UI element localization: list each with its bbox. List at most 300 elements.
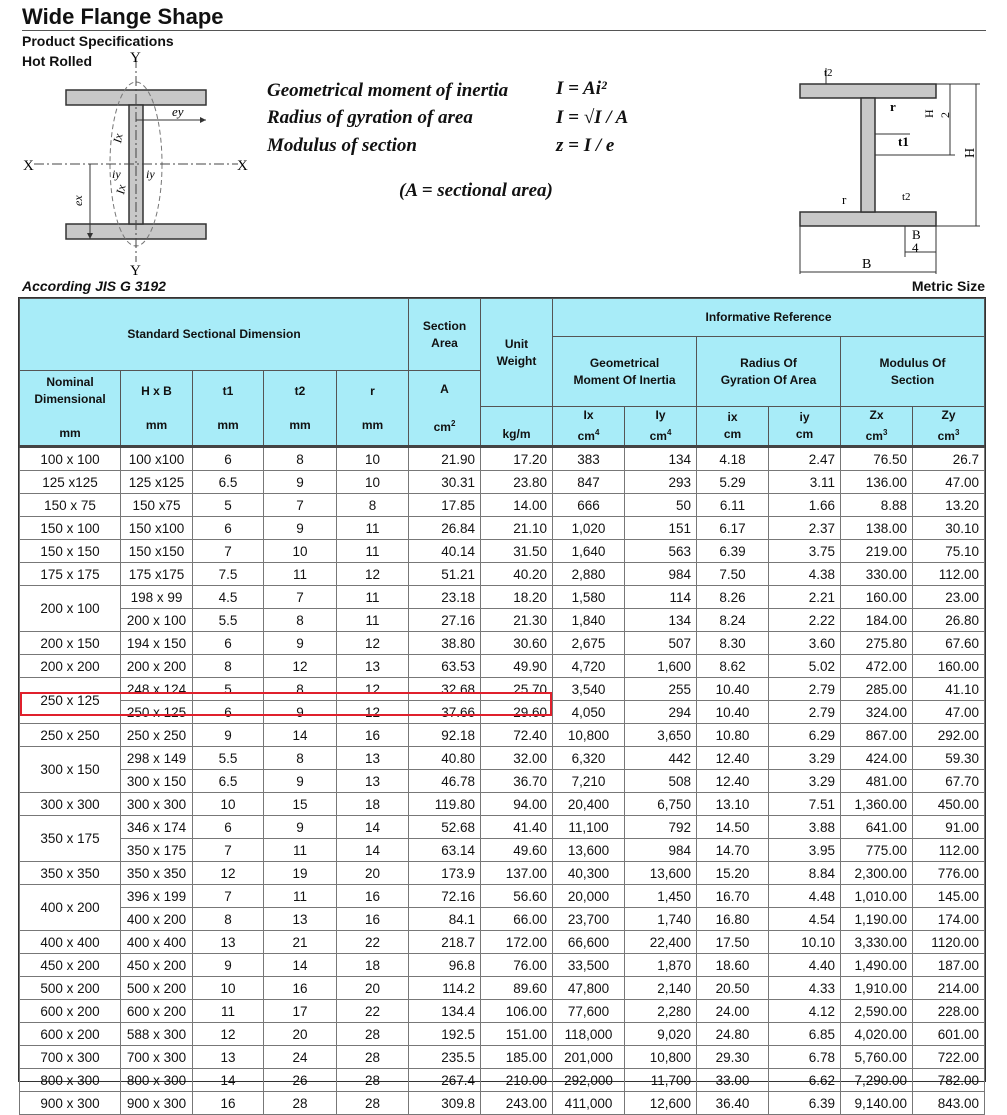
cell-iy: 22,400: [625, 931, 697, 954]
cell-a: 119.80: [409, 793, 481, 816]
cell-iy: 6.85: [769, 1023, 841, 1046]
cell-iy: 984: [625, 563, 697, 586]
cell-iy: 3.60: [769, 632, 841, 655]
table-row: [20, 471, 985, 494]
header-a: A $cm^2$: [409, 371, 481, 447]
cell-w: 151.00: [481, 1023, 553, 1046]
header-t1: t1 mm: [193, 371, 264, 447]
cell-ix: 36.40: [697, 1092, 769, 1115]
cell-t1: 5: [193, 678, 264, 701]
cell-hxb: 588 x 300: [121, 1023, 193, 1046]
cell-zy: 30.10: [913, 517, 985, 540]
cell-iy: 2,140: [625, 977, 697, 1000]
cell-ix: 8.24: [697, 609, 769, 632]
cell-zx: 324.00: [841, 701, 913, 724]
header-geometrical-moment: Geometrical Moment Of Inertia: [553, 337, 697, 407]
h-half-bottom: 2: [938, 112, 952, 118]
cell-hxb: 400 x 400: [121, 931, 193, 954]
cell-hxb: 396 x 199: [121, 885, 193, 908]
cell-t1: 10: [193, 977, 264, 1000]
cell-zy: 26.80: [913, 609, 985, 632]
t1-label: t1: [898, 134, 909, 149]
cell-iy: 6,750: [625, 793, 697, 816]
header-r: r mm: [337, 371, 409, 447]
specifications-table: [19, 298, 985, 1115]
cell-zy: 722.00: [913, 1046, 985, 1069]
cell-ix: 383: [553, 447, 625, 471]
cell-ix: 11,100: [553, 816, 625, 839]
cell-r: 10: [337, 471, 409, 494]
cell-iy: 294: [625, 701, 697, 724]
cell-hxb: 150 x150: [121, 540, 193, 563]
cell-zx: 5,760.00: [841, 1046, 913, 1069]
cell-t2: 8: [264, 747, 337, 770]
cell-ix: 13,600: [553, 839, 625, 862]
cell-hxb: 200 x 200: [121, 655, 193, 678]
cell-t1: 4.5: [193, 586, 264, 609]
cell-zx: 424.00: [841, 747, 913, 770]
cell-hxb: 600 x 200: [121, 1000, 193, 1023]
cell-zx: 330.00: [841, 563, 913, 586]
cell-zx: 4,020.00: [841, 1023, 913, 1046]
cell-t1: 7: [193, 540, 264, 563]
cell-iy: 3.29: [769, 747, 841, 770]
table-row: [20, 954, 985, 977]
cell-ix: 118,000: [553, 1023, 625, 1046]
cell-t1: 6: [193, 517, 264, 540]
cell-iy: 10.10: [769, 931, 841, 954]
cell-w: 185.00: [481, 1046, 553, 1069]
cell-iy: 1,600: [625, 655, 697, 678]
cell-zy: 13.20: [913, 494, 985, 517]
cell-nominal: 200 x 150: [20, 632, 121, 655]
cell-ix: 14.50: [697, 816, 769, 839]
table-row: [20, 862, 985, 885]
cell-iy: 9,020: [625, 1023, 697, 1046]
header-standard-dimension: Standard Sectional Dimension: [20, 299, 409, 371]
cell-r: 16: [337, 885, 409, 908]
ex-label: ex: [71, 195, 85, 206]
cell-r: 16: [337, 908, 409, 931]
cell-a: 52.68: [409, 816, 481, 839]
cell-r: 11: [337, 517, 409, 540]
cell-hxb: 450 x 200: [121, 954, 193, 977]
cell-w: 17.20: [481, 447, 553, 471]
cell-t1: 5.5: [193, 747, 264, 770]
cell-r: 12: [337, 563, 409, 586]
cell-t1: 6.5: [193, 770, 264, 793]
cell-ix: 12.40: [697, 747, 769, 770]
cell-w: 32.00: [481, 747, 553, 770]
cell-ix: 201,000: [553, 1046, 625, 1069]
cell-r: 13: [337, 655, 409, 678]
cell-w: 66.00: [481, 908, 553, 931]
cell-zy: 843.00: [913, 1092, 985, 1115]
cell-nominal: 900 x 300: [20, 1092, 121, 1115]
cell-ix: 12.40: [697, 770, 769, 793]
cell-zx: 1,490.00: [841, 954, 913, 977]
cell-t2: 24: [264, 1046, 337, 1069]
cell-a: 46.78: [409, 770, 481, 793]
header-zx: Zx $cm^3$: [841, 407, 913, 447]
cell-t2: 7: [264, 494, 337, 517]
cell-hxb: 198 x 99: [121, 586, 193, 609]
cell-w: 106.00: [481, 1000, 553, 1023]
cell-r: 18: [337, 793, 409, 816]
cell-ix: 10,800: [553, 724, 625, 747]
cell-ix: 47,800: [553, 977, 625, 1000]
cell-t2: 9: [264, 701, 337, 724]
cell-w: 40.20: [481, 563, 553, 586]
cell-ix: 14.70: [697, 839, 769, 862]
specifications-table-frame: [18, 297, 986, 1111]
cell-t1: 13: [193, 931, 264, 954]
cell-t1: 7.5: [193, 563, 264, 586]
cell-a: 218.7: [409, 931, 481, 954]
cell-t2: 16: [264, 977, 337, 1000]
cell-a: 30.31: [409, 471, 481, 494]
cell-iy: 134: [625, 609, 697, 632]
cell-t2: 8: [264, 609, 337, 632]
cell-hxb: 300 x 300: [121, 793, 193, 816]
cell-ix: 1,580: [553, 586, 625, 609]
cell-iy: 442: [625, 747, 697, 770]
cell-t2: 7: [264, 586, 337, 609]
cell-hxb: 150 x75: [121, 494, 193, 517]
cell-zx: 184.00: [841, 609, 913, 632]
table-row: [20, 977, 985, 1000]
cell-zy: 26.7: [913, 447, 985, 471]
cell-ix: 10.40: [697, 701, 769, 724]
cell-iy: 3,650: [625, 724, 697, 747]
cell-ix: 20,400: [553, 793, 625, 816]
formula-moment-name: Geometrical moment of inertia: [267, 80, 509, 101]
cell-nominal: 150 x 150: [20, 540, 121, 563]
b-quarter-bottom: 4: [912, 240, 919, 255]
cell-a: 114.2: [409, 977, 481, 1000]
cell-zy: 67.70: [913, 770, 985, 793]
cell-t2: 19: [264, 862, 337, 885]
table-row: [20, 931, 985, 954]
cell-iy: 8.84: [769, 862, 841, 885]
cell-t2: 11: [264, 563, 337, 586]
cell-iy: 7.51: [769, 793, 841, 816]
cell-zy: 23.00: [913, 586, 985, 609]
formula-modulus-expr: z = I / e: [556, 135, 615, 156]
jis-standard-note: According JIS G 3192: [22, 278, 166, 294]
cell-nominal: 150 x 100: [20, 517, 121, 540]
cell-iy: 1,870: [625, 954, 697, 977]
table-row: [20, 494, 985, 517]
cell-hxb: 700 x 300: [121, 1046, 193, 1069]
subtitle-product-specifications: Product Specifications: [22, 33, 174, 49]
cell-t1: 8: [193, 655, 264, 678]
cell-ix: 4,050: [553, 701, 625, 724]
cell-zy: 601.00: [913, 1023, 985, 1046]
cell-t2: 17: [264, 1000, 337, 1023]
cell-iy: 2,280: [625, 1000, 697, 1023]
cell-iy: 4.40: [769, 954, 841, 977]
cell-hxb: 346 x 174: [121, 816, 193, 839]
cell-w: 25.70: [481, 678, 553, 701]
cell-t1: 5.5: [193, 609, 264, 632]
cell-ix: 292,000: [553, 1069, 625, 1092]
cell-t1: 6: [193, 632, 264, 655]
cell-hxb: 350 x 175: [121, 839, 193, 862]
header-radius-gyration: Radius Of Gyration Of Area: [697, 337, 841, 407]
cell-ix: 411,000: [553, 1092, 625, 1115]
cell-zx: 219.00: [841, 540, 913, 563]
cell-a: 51.21: [409, 563, 481, 586]
table-row: [20, 586, 985, 609]
cell-zx: 8.88: [841, 494, 913, 517]
cell-r: 11: [337, 609, 409, 632]
cell-t2: 14: [264, 954, 337, 977]
cell-zy: 75.10: [913, 540, 985, 563]
cell-t1: 6: [193, 701, 264, 724]
cell-zx: 775.00: [841, 839, 913, 862]
i-beam-dimension-diagram: [790, 62, 990, 282]
cell-zx: 2,590.00: [841, 1000, 913, 1023]
cell-iy: 5.02: [769, 655, 841, 678]
cell-a: 37.66: [409, 701, 481, 724]
cell-hxb: 200 x 100: [121, 609, 193, 632]
cell-t1: 7: [193, 885, 264, 908]
iy-label-right: iy: [146, 167, 155, 181]
cell-iy: 293: [625, 471, 697, 494]
cell-nominal: 450 x 200: [20, 954, 121, 977]
cell-t2: 8: [264, 447, 337, 471]
cell-ix: 23,700: [553, 908, 625, 931]
cell-a: 84.1: [409, 908, 481, 931]
cell-a: 72.16: [409, 885, 481, 908]
cell-iy: 13,600: [625, 862, 697, 885]
cell-a: 63.14: [409, 839, 481, 862]
cell-a: 309.8: [409, 1092, 481, 1115]
header-modulus-section: Modulus Of Section: [841, 337, 985, 407]
cell-ix: 8.30: [697, 632, 769, 655]
cell-iy: 114: [625, 586, 697, 609]
table-row: [20, 632, 985, 655]
cell-r: 28: [337, 1023, 409, 1046]
cell-a: 134.4: [409, 1000, 481, 1023]
cell-ix: 20,000: [553, 885, 625, 908]
cell-r: 12: [337, 632, 409, 655]
cell-w: 72.40: [481, 724, 553, 747]
cell-zy: 47.00: [913, 471, 985, 494]
x-axis-left-label: X: [23, 158, 34, 174]
cell-zy: 214.00: [913, 977, 985, 1000]
cell-w: 56.60: [481, 885, 553, 908]
cell-nominal: 700 x 300: [20, 1046, 121, 1069]
cell-iy: 10,800: [625, 1046, 697, 1069]
cell-zy: 47.00: [913, 701, 985, 724]
cell-iy: 508: [625, 770, 697, 793]
cell-nominal: 150 x 75: [20, 494, 121, 517]
cell-iy: 3.95: [769, 839, 841, 862]
cell-r: 11: [337, 586, 409, 609]
cell-zx: 1,360.00: [841, 793, 913, 816]
formula-radius-expr: I = √I / A: [556, 107, 629, 128]
cell-w: 30.60: [481, 632, 553, 655]
h-label: H: [963, 147, 978, 158]
table-row: [20, 770, 985, 793]
cell-a: 92.18: [409, 724, 481, 747]
cell-ix: 13.10: [697, 793, 769, 816]
cell-w: 94.00: [481, 793, 553, 816]
cell-zx: 136.00: [841, 471, 913, 494]
table-row: [20, 1046, 985, 1069]
cell-ix: 6,320: [553, 747, 625, 770]
page-title: Wide Flange Shape: [22, 4, 224, 29]
cell-a: 27.16: [409, 609, 481, 632]
cell-zy: 1120.00: [913, 931, 985, 954]
specifications-table-body: [20, 447, 985, 1115]
cell-a: 32.68: [409, 678, 481, 701]
cell-w: 18.20: [481, 586, 553, 609]
cell-nominal: 200 x 200: [20, 655, 121, 678]
cell-w: 172.00: [481, 931, 553, 954]
cell-t2: 9: [264, 517, 337, 540]
cell-zx: 160.00: [841, 586, 913, 609]
cell-iy: 4.48: [769, 885, 841, 908]
table-row: [20, 1069, 985, 1092]
cell-w: 89.60: [481, 977, 553, 1000]
cell-hxb: 100 x100: [121, 447, 193, 471]
formula-note: (A = sectional area): [399, 180, 553, 201]
cell-hxb: 400 x 200: [121, 908, 193, 931]
cell-ix: 8.62: [697, 655, 769, 678]
cell-hxb: 194 x 150: [121, 632, 193, 655]
cell-zx: 9,140.00: [841, 1092, 913, 1115]
cell-r: 14: [337, 839, 409, 862]
cell-ix: 10.40: [697, 678, 769, 701]
cell-iy: 3.11: [769, 471, 841, 494]
cell-ix: 17.50: [697, 931, 769, 954]
cell-r: 13: [337, 770, 409, 793]
formula-modulus-name: Modulus of section: [267, 135, 417, 156]
cell-hxb: 298 x 149: [121, 747, 193, 770]
cell-r: 12: [337, 701, 409, 724]
cell-iy: 6.62: [769, 1069, 841, 1092]
cell-w: 21.30: [481, 609, 553, 632]
y-axis-bottom-label: Y: [130, 263, 141, 279]
h-half-top: H: [922, 109, 936, 118]
cell-nominal: 300 x 300: [20, 793, 121, 816]
cell-r: 11: [337, 540, 409, 563]
cell-nominal: 100 x 100: [20, 447, 121, 471]
cell-r: 20: [337, 862, 409, 885]
cell-w: 49.60: [481, 839, 553, 862]
cell-a: 26.84: [409, 517, 481, 540]
cell-t1: 13: [193, 1046, 264, 1069]
cell-w: 243.00: [481, 1092, 553, 1115]
cell-a: 17.85: [409, 494, 481, 517]
cell-zx: 867.00: [841, 724, 913, 747]
cell-ix: 6.17: [697, 517, 769, 540]
cell-ix: 1,840: [553, 609, 625, 632]
table-row: [20, 885, 985, 908]
cell-t1: 6: [193, 816, 264, 839]
table-row: [20, 724, 985, 747]
header-nominal-dimensional: Nominal Dimensional mm: [20, 371, 121, 447]
x-axis-right-label: X: [237, 158, 248, 174]
cell-nominal: 350 x 175: [20, 816, 121, 862]
b-label: B: [862, 257, 872, 272]
cell-a: 96.8: [409, 954, 481, 977]
cell-iy: 151: [625, 517, 697, 540]
cell-ix: 29.30: [697, 1046, 769, 1069]
cell-r: 22: [337, 931, 409, 954]
cell-iy: 2.79: [769, 701, 841, 724]
formula-radius-name: Radius of gyration of area: [267, 107, 473, 128]
header-hxb: H x B mm: [121, 371, 193, 447]
cell-a: 23.18: [409, 586, 481, 609]
cell-zx: 1,910.00: [841, 977, 913, 1000]
cell-t2: 14: [264, 724, 337, 747]
cell-ix: 6.39: [697, 540, 769, 563]
cell-iy: 2.22: [769, 609, 841, 632]
cell-zx: 1,190.00: [841, 908, 913, 931]
cell-t1: 9: [193, 724, 264, 747]
cell-t2: 15: [264, 793, 337, 816]
cell-a: 40.14: [409, 540, 481, 563]
cell-a: 63.53: [409, 655, 481, 678]
cell-nominal: 125 x125: [20, 471, 121, 494]
cell-iy: 2.21: [769, 586, 841, 609]
cell-t1: 6: [193, 447, 264, 471]
cell-ix: 4.18: [697, 447, 769, 471]
cell-r: 12: [337, 678, 409, 701]
cell-hxb: 300 x 150: [121, 770, 193, 793]
header-informative-reference: Informative Reference: [553, 299, 985, 337]
cell-ix: 40,300: [553, 862, 625, 885]
cell-w: 29.60: [481, 701, 553, 724]
cell-ix: 2,675: [553, 632, 625, 655]
b-quarter-top: B: [912, 227, 921, 242]
cell-iy: 6.78: [769, 1046, 841, 1069]
cell-iy: 3.75: [769, 540, 841, 563]
cell-ix: 7,210: [553, 770, 625, 793]
cell-nominal: 250 x 125: [20, 678, 121, 724]
cell-r: 22: [337, 1000, 409, 1023]
cell-nominal: 250 x 250: [20, 724, 121, 747]
cell-ix: 24.00: [697, 1000, 769, 1023]
cell-a: 38.80: [409, 632, 481, 655]
table-row: [20, 908, 985, 931]
cell-t2: 9: [264, 471, 337, 494]
cell-t1: 10: [193, 793, 264, 816]
cell-w: 41.40: [481, 816, 553, 839]
cell-zx: 138.00: [841, 517, 913, 540]
cell-iy: 3.88: [769, 816, 841, 839]
t2-bottom-label: t2: [902, 191, 911, 203]
cell-nominal: 400 x 400: [20, 931, 121, 954]
cell-iy: 4.33: [769, 977, 841, 1000]
cell-t1: 11: [193, 1000, 264, 1023]
header-t2: t2 mm: [264, 371, 337, 447]
table-row: [20, 1092, 985, 1115]
cell-w: 14.00: [481, 494, 553, 517]
cell-zx: 7,290.00: [841, 1069, 913, 1092]
cell-iy: 3.29: [769, 770, 841, 793]
cell-a: 21.90: [409, 447, 481, 471]
cell-t1: 12: [193, 1023, 264, 1046]
cell-nominal: 300 x 150: [20, 747, 121, 793]
cell-t1: 16: [193, 1092, 264, 1115]
table-row: [20, 839, 985, 862]
cell-zy: 145.00: [913, 885, 985, 908]
